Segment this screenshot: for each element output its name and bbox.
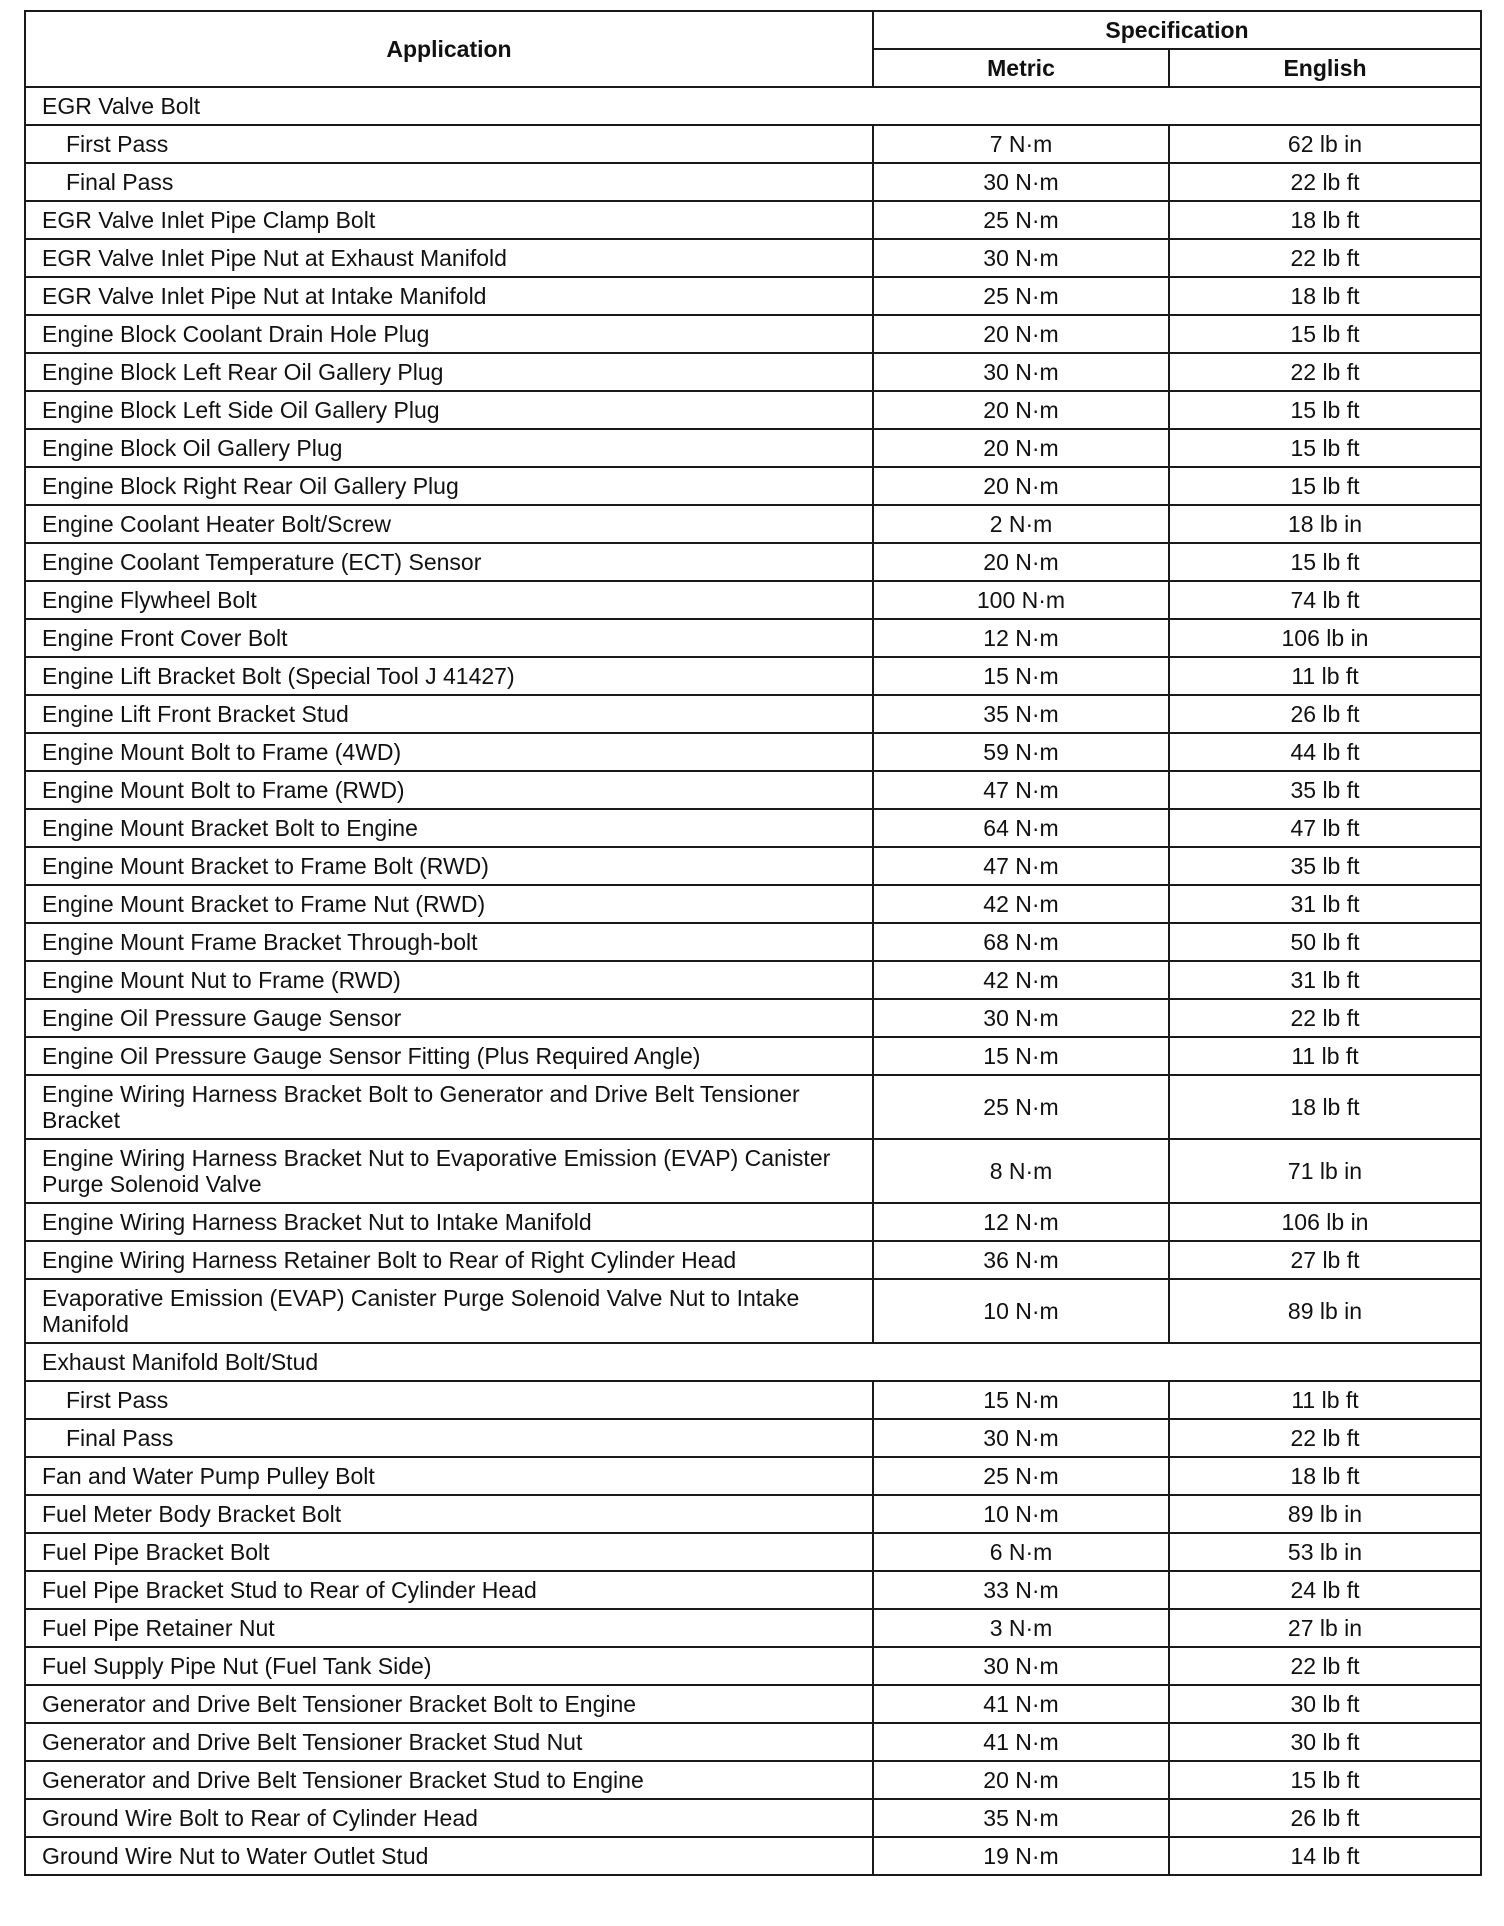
application-cell: Engine Mount Bracket to Frame Bolt (RWD)	[25, 847, 873, 885]
application-cell: Engine Oil Pressure Gauge Sensor	[25, 999, 873, 1037]
metric-value-cell: 41 N·m	[873, 1685, 1169, 1723]
metric-value-cell: 10 N·m	[873, 1495, 1169, 1533]
table-row	[25, 277, 1481, 315]
application-cell: Engine Lift Bracket Bolt (Special Tool J 41427)	[25, 657, 873, 695]
metric-value-cell: 8 N·m	[873, 1139, 1169, 1203]
table-row	[25, 1799, 1481, 1837]
table-row	[25, 847, 1481, 885]
english-value-cell: 47 lb ft	[1169, 809, 1481, 847]
english-value-cell: 11 lb ft	[1169, 1381, 1481, 1419]
english-value-cell: 35 lb ft	[1169, 847, 1481, 885]
metric-value-cell: 7 N·m	[873, 125, 1169, 163]
metric-value-cell: 15 N·m	[873, 1381, 1169, 1419]
application-cell: Engine Mount Frame Bracket Through-bolt	[25, 923, 873, 961]
column-header-application: Application	[25, 11, 873, 87]
application-cell: Evaporative Emission (EVAP) Canister Purge Solenoid Valve Nut to Intake Manifold	[25, 1279, 873, 1343]
english-value-cell: 31 lb ft	[1169, 961, 1481, 999]
metric-value-cell: 42 N·m	[873, 961, 1169, 999]
english-value-cell: 15 lb ft	[1169, 467, 1481, 505]
table-row	[25, 543, 1481, 581]
application-cell: Engine Front Cover Bolt	[25, 619, 873, 657]
metric-value-cell: 3 N·m	[873, 1609, 1169, 1647]
fastener-torque-table	[24, 10, 1482, 1876]
english-value-cell: 18 lb ft	[1169, 1457, 1481, 1495]
table-row	[25, 201, 1481, 239]
application-cell: EGR Valve Inlet Pipe Nut at Intake Manifold	[25, 277, 873, 315]
english-value-cell: 22 lb ft	[1169, 999, 1481, 1037]
table-row	[25, 353, 1481, 391]
metric-value-cell: 20 N·m	[873, 391, 1169, 429]
english-value-cell: 30 lb ft	[1169, 1723, 1481, 1761]
english-value-cell: 18 lb ft	[1169, 1075, 1481, 1139]
table-row	[25, 1647, 1481, 1685]
table-row	[25, 125, 1481, 163]
application-cell: Engine Block Left Rear Oil Gallery Plug	[25, 353, 873, 391]
metric-value-cell: 19 N·m	[873, 1837, 1169, 1875]
table-row	[25, 1457, 1481, 1495]
metric-value-cell: 47 N·m	[873, 847, 1169, 885]
metric-value-cell: 10 N·m	[873, 1279, 1169, 1343]
application-cell: Engine Block Oil Gallery Plug	[25, 429, 873, 467]
application-cell: EGR Valve Inlet Pipe Nut at Exhaust Manifold	[25, 239, 873, 277]
english-value-cell: 71 lb in	[1169, 1139, 1481, 1203]
metric-value-cell: 12 N·m	[873, 619, 1169, 657]
application-cell: Engine Oil Pressure Gauge Sensor Fitting (Plus Required Angle)	[25, 1037, 873, 1075]
application-cell: Fan and Water Pump Pulley Bolt	[25, 1457, 873, 1495]
application-cell: Generator and Drive Belt Tensioner Bracket Stud Nut	[25, 1723, 873, 1761]
table-group-row	[25, 87, 1481, 125]
metric-value-cell: 42 N·m	[873, 885, 1169, 923]
english-value-cell: 27 lb ft	[1169, 1241, 1481, 1279]
table-row	[25, 923, 1481, 961]
table-row	[25, 885, 1481, 923]
table-row	[25, 657, 1481, 695]
english-value-cell: 26 lb ft	[1169, 695, 1481, 733]
english-value-cell: 15 lb ft	[1169, 1761, 1481, 1799]
table-row	[25, 1609, 1481, 1647]
metric-value-cell: 25 N·m	[873, 201, 1169, 239]
english-value-cell: 106 lb in	[1169, 619, 1481, 657]
table-row	[25, 999, 1481, 1037]
application-cell: Engine Coolant Heater Bolt/Screw	[25, 505, 873, 543]
english-value-cell: 74 lb ft	[1169, 581, 1481, 619]
application-cell: Engine Mount Bracket Bolt to Engine	[25, 809, 873, 847]
english-value-cell: 15 lb ft	[1169, 391, 1481, 429]
metric-value-cell: 20 N·m	[873, 467, 1169, 505]
table-row	[25, 1419, 1481, 1457]
english-value-cell: 50 lb ft	[1169, 923, 1481, 961]
application-cell: Engine Mount Nut to Frame (RWD)	[25, 961, 873, 999]
table-header	[25, 11, 1481, 87]
application-cell: Fuel Pipe Retainer Nut	[25, 1609, 873, 1647]
metric-value-cell: 25 N·m	[873, 1075, 1169, 1139]
english-value-cell: 31 lb ft	[1169, 885, 1481, 923]
application-cell: Ground Wire Nut to Water Outlet Stud	[25, 1837, 873, 1875]
english-value-cell: 14 lb ft	[1169, 1837, 1481, 1875]
table-row	[25, 1685, 1481, 1723]
table-row	[25, 809, 1481, 847]
application-cell: Generator and Drive Belt Tensioner Bracket Stud to Engine	[25, 1761, 873, 1799]
table-row	[25, 239, 1481, 277]
application-cell: Engine Mount Bolt to Frame (4WD)	[25, 733, 873, 771]
english-value-cell: 18 lb ft	[1169, 201, 1481, 239]
application-cell: Engine Block Coolant Drain Hole Plug	[25, 315, 873, 353]
metric-value-cell: 15 N·m	[873, 657, 1169, 695]
metric-value-cell: 30 N·m	[873, 239, 1169, 277]
english-value-cell: 22 lb ft	[1169, 1419, 1481, 1457]
application-cell: Fuel Pipe Bracket Stud to Rear of Cylinder Head	[25, 1571, 873, 1609]
english-value-cell: 18 lb ft	[1169, 277, 1481, 315]
english-value-cell: 11 lb ft	[1169, 657, 1481, 695]
table-row	[25, 733, 1481, 771]
english-value-cell: 15 lb ft	[1169, 429, 1481, 467]
metric-value-cell: 25 N·m	[873, 1457, 1169, 1495]
table-group-row	[25, 1343, 1481, 1381]
application-cell: Fuel Pipe Bracket Bolt	[25, 1533, 873, 1571]
english-value-cell: 89 lb in	[1169, 1279, 1481, 1343]
metric-value-cell: 64 N·m	[873, 809, 1169, 847]
metric-value-cell: 68 N·m	[873, 923, 1169, 961]
table-row	[25, 1075, 1481, 1139]
table-row	[25, 315, 1481, 353]
english-value-cell: 22 lb ft	[1169, 353, 1481, 391]
table-row	[25, 1139, 1481, 1203]
metric-value-cell: 30 N·m	[873, 1647, 1169, 1685]
table-row	[25, 1279, 1481, 1343]
table-row	[25, 1037, 1481, 1075]
metric-value-cell: 12 N·m	[873, 1203, 1169, 1241]
application-cell: Engine Mount Bolt to Frame (RWD)	[25, 771, 873, 809]
metric-value-cell: 35 N·m	[873, 1799, 1169, 1837]
english-value-cell: 26 lb ft	[1169, 1799, 1481, 1837]
application-cell: Ground Wire Bolt to Rear of Cylinder Head	[25, 1799, 873, 1837]
application-cell: EGR Valve Inlet Pipe Clamp Bolt	[25, 201, 873, 239]
english-value-cell: 27 lb in	[1169, 1609, 1481, 1647]
metric-value-cell: 36 N·m	[873, 1241, 1169, 1279]
table-row	[25, 961, 1481, 999]
table-row	[25, 619, 1481, 657]
table-row	[25, 1837, 1481, 1875]
english-value-cell: 44 lb ft	[1169, 733, 1481, 771]
table-row	[25, 695, 1481, 733]
metric-value-cell: 20 N·m	[873, 315, 1169, 353]
metric-value-cell: 30 N·m	[873, 353, 1169, 391]
metric-value-cell: 20 N·m	[873, 429, 1169, 467]
application-cell: Final Pass	[25, 163, 873, 201]
table-row	[25, 1241, 1481, 1279]
english-value-cell: 22 lb ft	[1169, 239, 1481, 277]
application-cell: Engine Mount Bracket to Frame Nut (RWD)	[25, 885, 873, 923]
english-value-cell: 11 lb ft	[1169, 1037, 1481, 1075]
metric-value-cell: 59 N·m	[873, 733, 1169, 771]
metric-value-cell: 15 N·m	[873, 1037, 1169, 1075]
english-value-cell: 89 lb in	[1169, 1495, 1481, 1533]
metric-value-cell: 20 N·m	[873, 543, 1169, 581]
metric-value-cell: 30 N·m	[873, 999, 1169, 1037]
application-cell: Engine Wiring Harness Bracket Nut to Intake Manifold	[25, 1203, 873, 1241]
application-cell: Fuel Supply Pipe Nut (Fuel Tank Side)	[25, 1647, 873, 1685]
english-value-cell: 35 lb ft	[1169, 771, 1481, 809]
table-row	[25, 467, 1481, 505]
table-row	[25, 1203, 1481, 1241]
table-row	[25, 1533, 1481, 1571]
metric-value-cell: 100 N·m	[873, 581, 1169, 619]
application-cell: Engine Coolant Temperature (ECT) Sensor	[25, 543, 873, 581]
table-row	[25, 391, 1481, 429]
table-row	[25, 771, 1481, 809]
table-row	[25, 505, 1481, 543]
table-row	[25, 163, 1481, 201]
application-cell: Fuel Meter Body Bracket Bolt	[25, 1495, 873, 1533]
column-header-specification: Specification	[873, 11, 1481, 49]
application-cell: Generator and Drive Belt Tensioner Bracket Bolt to Engine	[25, 1685, 873, 1723]
application-cell: Engine Wiring Harness Retainer Bolt to Rear of Right Cylinder Head	[25, 1241, 873, 1279]
application-cell: Engine Lift Front Bracket Stud	[25, 695, 873, 733]
metric-value-cell: 35 N·m	[873, 695, 1169, 733]
english-value-cell: 18 lb in	[1169, 505, 1481, 543]
table-row	[25, 429, 1481, 467]
english-value-cell: 22 lb ft	[1169, 1647, 1481, 1685]
english-value-cell: 15 lb ft	[1169, 315, 1481, 353]
english-value-cell: 15 lb ft	[1169, 543, 1481, 581]
column-header-english: English	[1169, 49, 1481, 87]
metric-value-cell: 2 N·m	[873, 505, 1169, 543]
application-cell: First Pass	[25, 1381, 873, 1419]
application-cell: Final Pass	[25, 1419, 873, 1457]
metric-value-cell: 33 N·m	[873, 1571, 1169, 1609]
table-row	[25, 1761, 1481, 1799]
column-header-metric: Metric	[873, 49, 1169, 87]
metric-value-cell: 47 N·m	[873, 771, 1169, 809]
table-row	[25, 1571, 1481, 1609]
application-cell: First Pass	[25, 125, 873, 163]
metric-value-cell: 6 N·m	[873, 1533, 1169, 1571]
english-value-cell: 30 lb ft	[1169, 1685, 1481, 1723]
application-cell: Engine Wiring Harness Bracket Bolt to Generator and Drive Belt Tensioner Bracket	[25, 1075, 873, 1139]
english-value-cell: 62 lb in	[1169, 125, 1481, 163]
english-value-cell: 53 lb in	[1169, 1533, 1481, 1571]
table-row	[25, 1381, 1481, 1419]
group-heading-cell: Exhaust Manifold Bolt/Stud	[25, 1343, 1481, 1381]
metric-value-cell: 30 N·m	[873, 163, 1169, 201]
metric-value-cell: 20 N·m	[873, 1761, 1169, 1799]
english-value-cell: 22 lb ft	[1169, 163, 1481, 201]
application-cell: Engine Block Right Rear Oil Gallery Plug	[25, 467, 873, 505]
metric-value-cell: 25 N·m	[873, 277, 1169, 315]
metric-value-cell: 41 N·m	[873, 1723, 1169, 1761]
table-row	[25, 1723, 1481, 1761]
application-cell: Engine Wiring Harness Bracket Nut to Evaporative Emission (EVAP) Canister Purge Solenoid Valve	[25, 1139, 873, 1203]
metric-value-cell: 30 N·m	[873, 1419, 1169, 1457]
table-row	[25, 1495, 1481, 1533]
english-value-cell: 24 lb ft	[1169, 1571, 1481, 1609]
english-value-cell: 106 lb in	[1169, 1203, 1481, 1241]
application-cell: Engine Block Left Side Oil Gallery Plug	[25, 391, 873, 429]
table-row	[25, 581, 1481, 619]
application-cell: Engine Flywheel Bolt	[25, 581, 873, 619]
group-heading-cell: EGR Valve Bolt	[25, 87, 1481, 125]
table-body	[25, 87, 1481, 1875]
torque-spec-document	[24, 10, 1480, 1876]
